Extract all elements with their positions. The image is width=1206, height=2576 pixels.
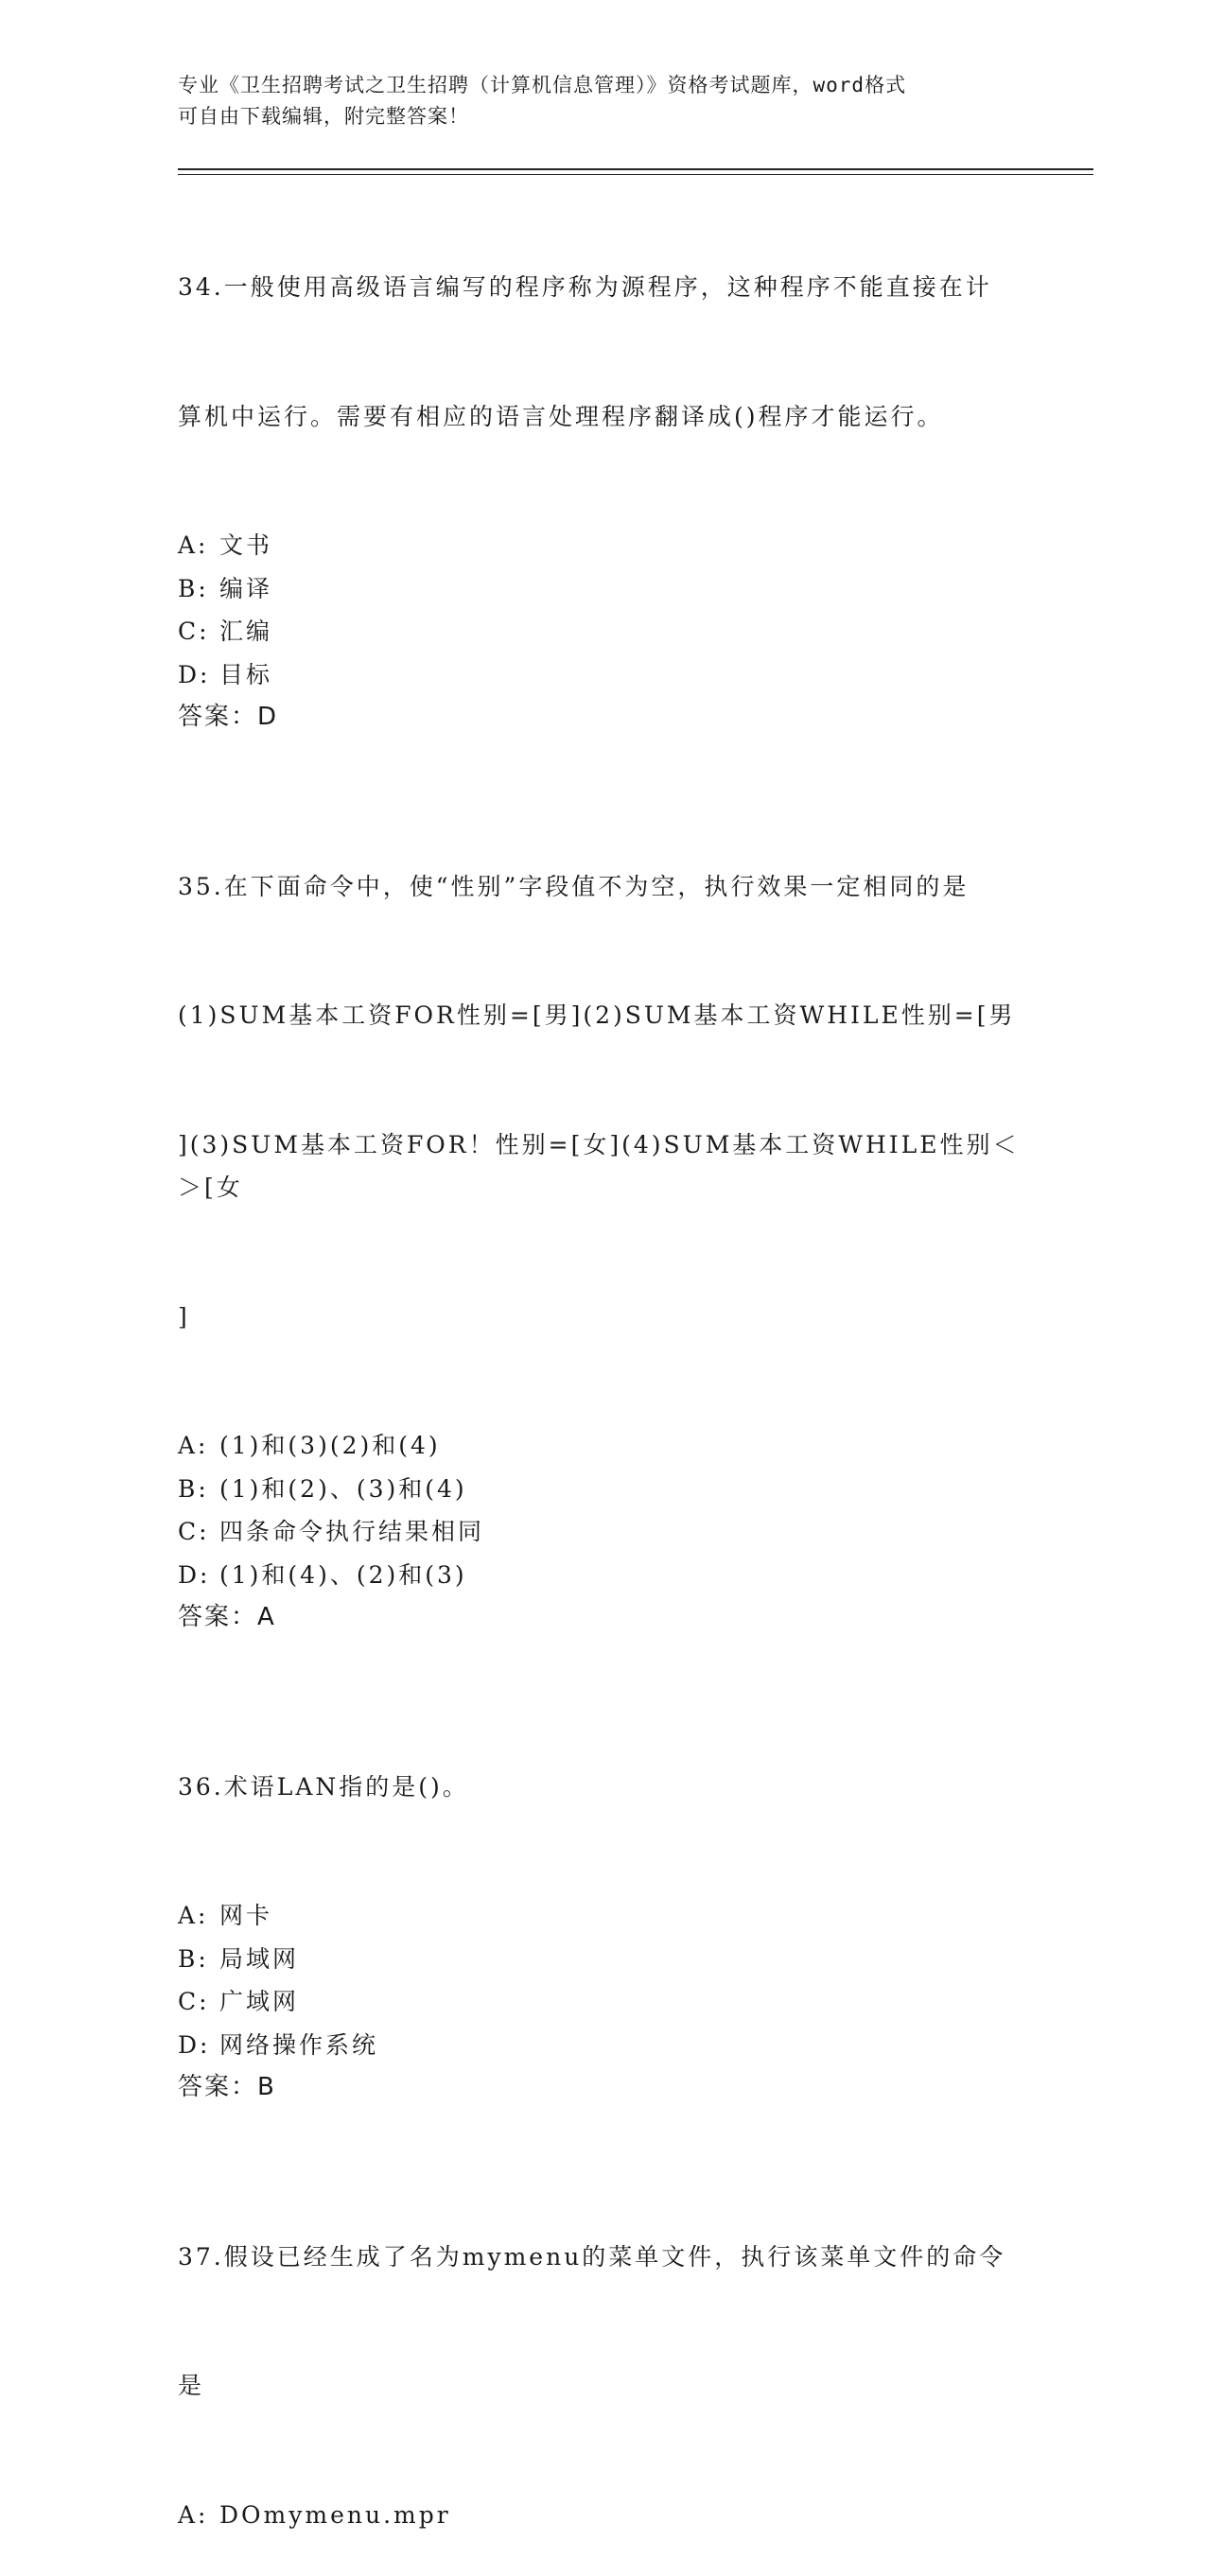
option-key: A: (178, 531, 209, 559)
question-36 (178, 1680, 1029, 2110)
option-text: 广域网 (219, 1988, 300, 2015)
option-a (178, 2494, 1029, 2537)
question-35 (178, 779, 1029, 1640)
header-line-1: 专业《卫生招聘考试之卫生招聘（计算机信息管理）》资格考试题库，word格式 (178, 74, 907, 96)
question-text (178, 779, 1029, 1425)
option-text: 四条命令执行结果相同 (219, 1518, 485, 1545)
header-rule-thin (178, 174, 1093, 175)
answer-line: 答案：B (178, 2073, 276, 2101)
option-key: B: (178, 574, 209, 602)
option-text: 编译 (219, 574, 273, 602)
option-key: B: (178, 1474, 209, 1503)
option-d (178, 1554, 1029, 1597)
option-text: 汇编 (219, 618, 273, 645)
question-line: 37.假设已经生成了名为mymenu的菜单文件，执行该菜单文件的命令 (178, 2242, 1006, 2271)
option-key: D: (178, 2030, 211, 2059)
option-b (178, 567, 1029, 611)
option-c (178, 1510, 1029, 1554)
option-key: A: (178, 1432, 209, 1459)
header-line-2: 可自由下载编辑，附完整答案！ (178, 105, 469, 128)
question-text (178, 2150, 1029, 2494)
option-key: C: (178, 1988, 210, 2015)
option-text: 局域网 (219, 1944, 300, 1973)
option-text: DOmymenu.mpr (219, 2500, 451, 2529)
option-key: D: (178, 660, 211, 688)
question-line: ] (178, 1302, 190, 1331)
question-line: 36.术语LAN指的是()。 (178, 1772, 469, 1801)
option-a (178, 1894, 1029, 1938)
option-a (178, 524, 1029, 567)
question-line: 算机中运行。需要有相应的语言处理程序翻译成()程序才能运行。 (178, 402, 944, 430)
option-text: 网络操作系统 (219, 2030, 379, 2059)
question-text (178, 180, 1029, 524)
option-key: A: (178, 2500, 209, 2529)
question-34 (178, 180, 1029, 740)
option-c (178, 610, 1029, 653)
option-key: A: (178, 1902, 209, 1929)
question-text (178, 1680, 1029, 1895)
option-text: (1)和(2)、(3)和(4) (219, 1474, 467, 1503)
question-line: 是 (178, 2372, 205, 2399)
option-key: D: (178, 1560, 211, 1589)
question-list (178, 180, 1029, 2576)
option-b (178, 1468, 1029, 1511)
option-text: (1)和(4)、(2)和(3) (219, 1560, 467, 1589)
option-d (178, 2024, 1029, 2067)
option-c (178, 1980, 1029, 2024)
option-text: (1)和(3)(2)和(4) (219, 1432, 441, 1459)
option-b (178, 1938, 1029, 1981)
option-text: 目标 (219, 660, 273, 688)
option-key: B: (178, 1944, 209, 1973)
question-line: ](3)SUM基本工资FOR！性别=[女](4)SUM基本工资WHILE性别＜＞[女 (178, 1130, 1020, 1201)
question-line: 35.在下面命令中，使“性别”字段值不为空，执行效果一定相同的是 (178, 872, 970, 900)
question-37 (178, 2150, 1029, 2537)
option-text: 网卡 (219, 1902, 273, 1929)
answer-line: 答案：A (178, 1603, 276, 1631)
option-key: C: (178, 618, 210, 645)
header-rule-thick (178, 168, 1093, 170)
option-text: 文书 (219, 531, 273, 559)
document-header (178, 70, 1029, 132)
option-d (178, 653, 1029, 697)
question-line: 34.一般使用高级语言编写的程序称为源程序，这种程序不能直接在计 (178, 273, 992, 301)
question-line: (1)SUM基本工资FOR性别=[男](2)SUM基本工资WHILE性别=[男 (178, 1001, 1016, 1029)
option-a (178, 1424, 1029, 1468)
option-key: C: (178, 1518, 210, 1545)
answer-line: 答案：D (178, 703, 279, 731)
